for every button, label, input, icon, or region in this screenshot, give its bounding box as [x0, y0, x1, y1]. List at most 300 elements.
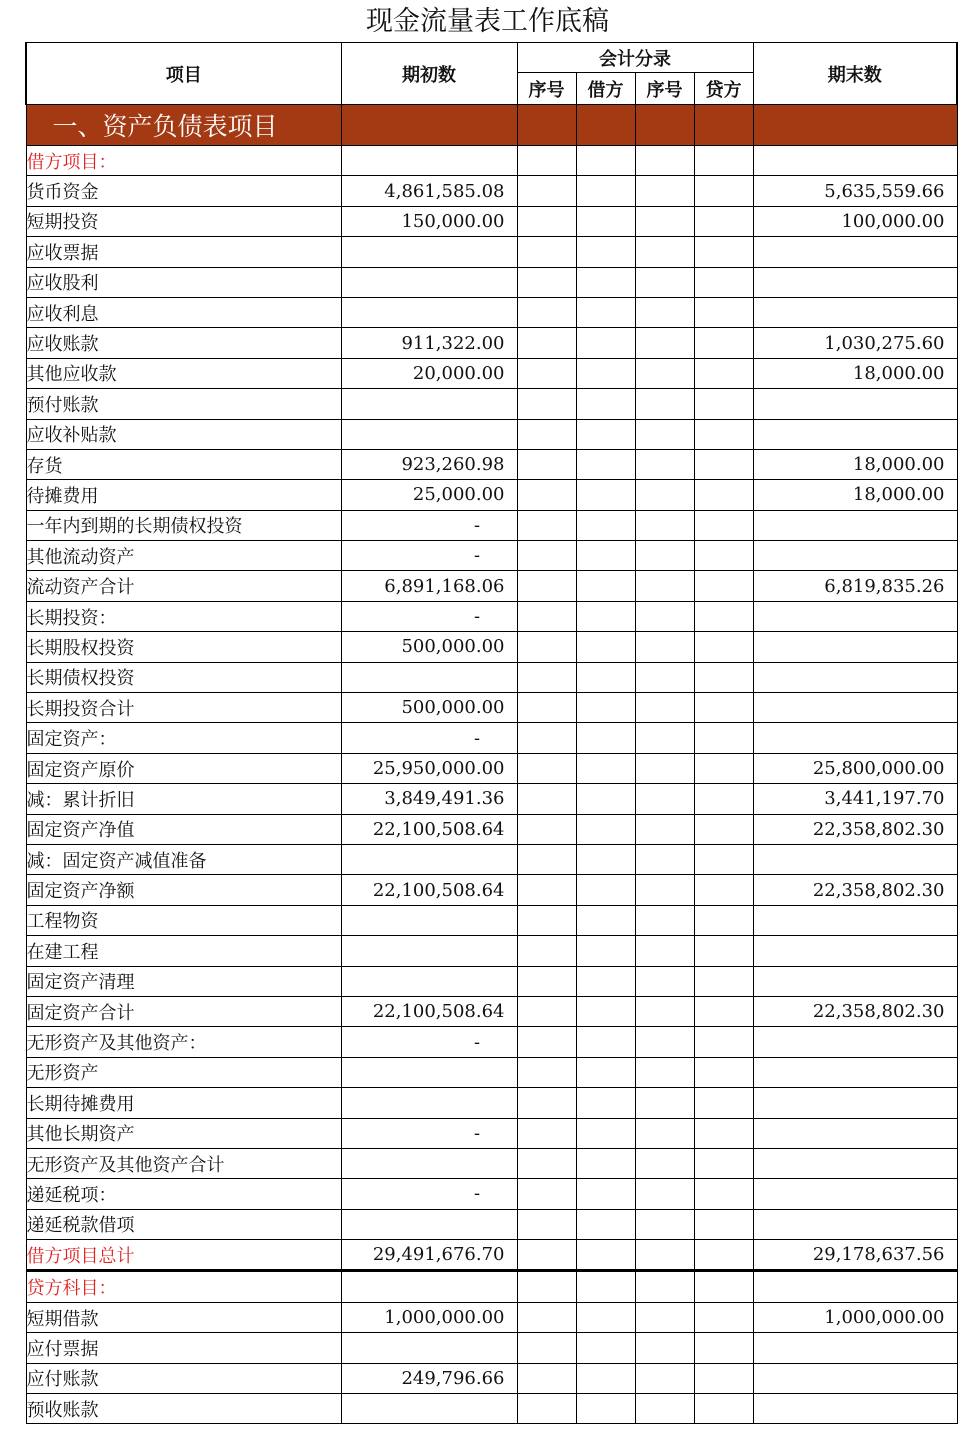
row-label[interactable]: 固定资产净值 [26, 814, 341, 844]
credit-cell[interactable] [694, 1302, 753, 1332]
row-label[interactable]: 预付账款 [26, 389, 341, 419]
credit-cell[interactable] [694, 723, 753, 753]
opening-value-cell[interactable] [341, 146, 517, 176]
opening-value-cell[interactable] [341, 419, 517, 449]
row-label[interactable]: 固定资产清理 [26, 966, 341, 996]
credit-cell[interactable] [694, 358, 753, 388]
row-label[interactable]: 一年内到期的长期债权投资 [26, 510, 341, 540]
closing-value-cell[interactable] [753, 601, 957, 631]
section-cell[interactable] [341, 105, 517, 146]
closing-value-cell[interactable] [753, 297, 957, 327]
row-label[interactable]: 货币资金 [26, 176, 341, 206]
credit-cell[interactable] [694, 206, 753, 236]
credit-cell[interactable] [694, 389, 753, 419]
opening-value-cell[interactable] [341, 966, 517, 996]
seq-debit-cell[interactable] [517, 632, 576, 662]
row-label[interactable]: 递延税项： [26, 1179, 341, 1209]
seq-credit-cell[interactable] [635, 267, 694, 297]
opening-value-cell[interactable] [341, 1271, 517, 1302]
closing-value-cell[interactable] [753, 1209, 957, 1239]
credit-cell[interactable] [694, 449, 753, 479]
row-label[interactable]: 其他长期资产 [26, 1118, 341, 1148]
seq-debit-cell[interactable] [517, 297, 576, 327]
closing-value-cell[interactable] [753, 1148, 957, 1178]
row-label[interactable]: 应付票据 [26, 1333, 341, 1363]
closing-value-cell[interactable] [753, 1057, 957, 1087]
debit-cell[interactable] [576, 905, 635, 935]
closing-value-cell[interactable] [753, 844, 957, 874]
seq-debit-cell[interactable] [517, 1088, 576, 1118]
closing-value-cell[interactable]: 6,819,835.26 [753, 571, 957, 601]
seq-credit-cell[interactable] [635, 1179, 694, 1209]
opening-value-cell[interactable] [341, 1057, 517, 1087]
row-label[interactable]: 其他流动资产 [26, 541, 341, 571]
seq-credit-cell[interactable] [635, 1333, 694, 1363]
header-debit[interactable]: 借方 [576, 73, 635, 105]
credit-cell[interactable] [694, 966, 753, 996]
row-label[interactable]: 固定资产： [26, 723, 341, 753]
closing-value-cell[interactable] [753, 723, 957, 753]
section-cell[interactable] [635, 105, 694, 146]
seq-credit-cell[interactable] [635, 510, 694, 540]
header-accounting-entries[interactable]: 会计分录 [517, 43, 753, 73]
row-label[interactable]: 无形资产及其他资产合计 [26, 1148, 341, 1178]
closing-value-cell[interactable] [753, 966, 957, 996]
header-seq-debit[interactable]: 序号 [517, 73, 576, 105]
credit-cell[interactable] [694, 419, 753, 449]
opening-value-cell[interactable] [341, 389, 517, 419]
closing-value-cell[interactable] [753, 905, 957, 935]
seq-debit-cell[interactable] [517, 1240, 576, 1271]
seq-debit-cell[interactable] [517, 693, 576, 723]
opening-value-cell[interactable] [341, 1209, 517, 1239]
row-label[interactable]: 其他应收款 [26, 358, 341, 388]
debit-cell[interactable] [576, 1209, 635, 1239]
opening-value-cell[interactable]: 25,000.00 [341, 480, 517, 510]
seq-debit-cell[interactable] [517, 1027, 576, 1057]
debit-cell[interactable] [576, 1394, 635, 1424]
debit-cell[interactable] [576, 267, 635, 297]
credit-cell[interactable] [694, 875, 753, 905]
debit-cell[interactable] [576, 419, 635, 449]
credit-cell[interactable] [694, 328, 753, 358]
row-label[interactable]: 借方项目： [26, 146, 341, 176]
debit-cell[interactable] [576, 844, 635, 874]
closing-value-cell[interactable] [753, 1088, 957, 1118]
opening-value-cell[interactable]: - [341, 723, 517, 753]
opening-value-cell[interactable]: - [341, 601, 517, 631]
seq-credit-cell[interactable] [635, 996, 694, 1026]
opening-value-cell[interactable] [341, 1088, 517, 1118]
row-label[interactable]: 固定资产原价 [26, 753, 341, 783]
credit-cell[interactable] [694, 1271, 753, 1302]
closing-value-cell[interactable] [753, 1394, 957, 1424]
credit-cell[interactable] [694, 1057, 753, 1087]
closing-value-cell[interactable]: 100,000.00 [753, 206, 957, 236]
credit-cell[interactable] [694, 297, 753, 327]
debit-cell[interactable] [576, 693, 635, 723]
seq-credit-cell[interactable] [635, 541, 694, 571]
seq-credit-cell[interactable] [635, 297, 694, 327]
seq-credit-cell[interactable] [635, 1240, 694, 1271]
seq-credit-cell[interactable] [635, 1118, 694, 1148]
header-item[interactable]: 项目 [26, 43, 341, 105]
debit-cell[interactable] [576, 601, 635, 631]
debit-cell[interactable] [576, 1271, 635, 1302]
seq-credit-cell[interactable] [635, 358, 694, 388]
seq-credit-cell[interactable] [635, 601, 694, 631]
closing-value-cell[interactable]: 1,000,000.00 [753, 1302, 957, 1332]
seq-debit-cell[interactable] [517, 601, 576, 631]
seq-debit-cell[interactable] [517, 328, 576, 358]
closing-value-cell[interactable] [753, 510, 957, 540]
row-label[interactable]: 长期股权投资 [26, 632, 341, 662]
closing-value-cell[interactable] [753, 1333, 957, 1363]
seq-debit-cell[interactable] [517, 389, 576, 419]
seq-credit-cell[interactable] [635, 632, 694, 662]
debit-cell[interactable] [576, 1057, 635, 1087]
seq-debit-cell[interactable] [517, 1209, 576, 1239]
row-label[interactable]: 递延税款借项 [26, 1209, 341, 1239]
credit-cell[interactable] [694, 693, 753, 723]
debit-cell[interactable] [576, 1179, 635, 1209]
credit-cell[interactable] [694, 571, 753, 601]
debit-cell[interactable] [576, 541, 635, 571]
seq-debit-cell[interactable] [517, 449, 576, 479]
section-cell[interactable] [694, 105, 753, 146]
seq-debit-cell[interactable] [517, 936, 576, 966]
credit-cell[interactable] [694, 510, 753, 540]
credit-cell[interactable] [694, 480, 753, 510]
seq-credit-cell[interactable] [635, 814, 694, 844]
credit-cell[interactable] [694, 905, 753, 935]
debit-cell[interactable] [576, 328, 635, 358]
seq-credit-cell[interactable] [635, 753, 694, 783]
debit-cell[interactable] [576, 1302, 635, 1332]
closing-value-cell[interactable]: 1,030,275.60 [753, 328, 957, 358]
row-label[interactable]: 待摊费用 [26, 480, 341, 510]
debit-cell[interactable] [576, 1240, 635, 1271]
section-cell[interactable] [517, 105, 576, 146]
opening-value-cell[interactable] [341, 297, 517, 327]
closing-value-cell[interactable] [753, 1179, 957, 1209]
seq-debit-cell[interactable] [517, 1394, 576, 1424]
header-credit[interactable]: 贷方 [694, 73, 753, 105]
opening-value-cell[interactable]: 29,491,676.70 [341, 1240, 517, 1271]
closing-value-cell[interactable]: 5,635,559.66 [753, 176, 957, 206]
row-label[interactable]: 减：固定资产减值准备 [26, 844, 341, 874]
closing-value-cell[interactable] [753, 1027, 957, 1057]
seq-credit-cell[interactable] [635, 1057, 694, 1087]
opening-value-cell[interactable]: 249,796.66 [341, 1363, 517, 1393]
opening-value-cell[interactable] [341, 905, 517, 935]
row-label[interactable]: 在建工程 [26, 936, 341, 966]
row-label[interactable]: 固定资产净额 [26, 875, 341, 905]
seq-credit-cell[interactable] [635, 693, 694, 723]
debit-cell[interactable] [576, 784, 635, 814]
header-seq-credit[interactable]: 序号 [635, 73, 694, 105]
seq-debit-cell[interactable] [517, 206, 576, 236]
closing-value-cell[interactable]: 22,358,802.30 [753, 814, 957, 844]
opening-value-cell[interactable]: 923,260.98 [341, 449, 517, 479]
credit-cell[interactable] [694, 1027, 753, 1057]
seq-debit-cell[interactable] [517, 358, 576, 388]
closing-value-cell[interactable] [753, 1363, 957, 1393]
credit-cell[interactable] [694, 541, 753, 571]
closing-value-cell[interactable] [753, 237, 957, 267]
closing-value-cell[interactable]: 18,000.00 [753, 480, 957, 510]
header-closing[interactable]: 期末数 [753, 43, 957, 105]
credit-cell[interactable] [694, 1118, 753, 1148]
closing-value-cell[interactable]: 22,358,802.30 [753, 875, 957, 905]
seq-debit-cell[interactable] [517, 480, 576, 510]
credit-cell[interactable] [694, 662, 753, 692]
opening-value-cell[interactable] [341, 662, 517, 692]
row-label[interactable]: 固定资产合计 [26, 996, 341, 1026]
debit-cell[interactable] [576, 1027, 635, 1057]
closing-value-cell[interactable] [753, 936, 957, 966]
debit-cell[interactable] [576, 449, 635, 479]
closing-value-cell[interactable] [753, 146, 957, 176]
opening-value-cell[interactable]: - [341, 1179, 517, 1209]
seq-credit-cell[interactable] [635, 662, 694, 692]
seq-debit-cell[interactable] [517, 996, 576, 1026]
seq-debit-cell[interactable] [517, 1118, 576, 1148]
seq-credit-cell[interactable] [635, 1394, 694, 1424]
credit-cell[interactable] [694, 1209, 753, 1239]
debit-cell[interactable] [576, 1363, 635, 1393]
credit-cell[interactable] [694, 632, 753, 662]
debit-cell[interactable] [576, 996, 635, 1026]
seq-credit-cell[interactable] [635, 1363, 694, 1393]
seq-credit-cell[interactable] [635, 875, 694, 905]
section-cell[interactable] [753, 105, 957, 146]
debit-cell[interactable] [576, 146, 635, 176]
seq-debit-cell[interactable] [517, 571, 576, 601]
row-label[interactable]: 无形资产及其他资产： [26, 1027, 341, 1057]
debit-cell[interactable] [576, 206, 635, 236]
row-label[interactable]: 短期投资 [26, 206, 341, 236]
row-label[interactable]: 短期借款 [26, 1302, 341, 1332]
seq-debit-cell[interactable] [517, 1302, 576, 1332]
opening-value-cell[interactable]: - [341, 1118, 517, 1148]
seq-credit-cell[interactable] [635, 571, 694, 601]
row-label[interactable]: 存货 [26, 449, 341, 479]
row-label[interactable]: 长期投资： [26, 601, 341, 631]
closing-value-cell[interactable] [753, 267, 957, 297]
seq-debit-cell[interactable] [517, 1179, 576, 1209]
seq-credit-cell[interactable] [635, 936, 694, 966]
credit-cell[interactable] [694, 814, 753, 844]
debit-cell[interactable] [576, 510, 635, 540]
debit-cell[interactable] [576, 237, 635, 267]
debit-cell[interactable] [576, 1088, 635, 1118]
opening-value-cell[interactable]: 22,100,508.64 [341, 996, 517, 1026]
opening-value-cell[interactable]: 1,000,000.00 [341, 1302, 517, 1332]
seq-debit-cell[interactable] [517, 966, 576, 996]
row-label[interactable]: 贷方科目： [26, 1271, 341, 1302]
credit-cell[interactable] [694, 146, 753, 176]
row-label[interactable]: 长期投资合计 [26, 693, 341, 723]
credit-cell[interactable] [694, 237, 753, 267]
seq-credit-cell[interactable] [635, 449, 694, 479]
credit-cell[interactable] [694, 176, 753, 206]
row-label[interactable]: 应收票据 [26, 237, 341, 267]
seq-credit-cell[interactable] [635, 1209, 694, 1239]
credit-cell[interactable] [694, 601, 753, 631]
credit-cell[interactable] [694, 1240, 753, 1271]
row-label[interactable]: 应收股利 [26, 267, 341, 297]
seq-credit-cell[interactable] [635, 844, 694, 874]
opening-value-cell[interactable]: 22,100,508.64 [341, 875, 517, 905]
opening-value-cell[interactable]: 4,861,585.08 [341, 176, 517, 206]
closing-value-cell[interactable] [753, 1271, 957, 1302]
closing-value-cell[interactable]: 18,000.00 [753, 449, 957, 479]
opening-value-cell[interactable] [341, 1148, 517, 1178]
row-label[interactable]: 预收账款 [26, 1394, 341, 1424]
seq-credit-cell[interactable] [635, 723, 694, 753]
debit-cell[interactable] [576, 1118, 635, 1148]
seq-credit-cell[interactable] [635, 389, 694, 419]
debit-cell[interactable] [576, 389, 635, 419]
debit-cell[interactable] [576, 723, 635, 753]
seq-debit-cell[interactable] [517, 1333, 576, 1363]
debit-cell[interactable] [576, 571, 635, 601]
opening-value-cell[interactable]: 3,849,491.36 [341, 784, 517, 814]
row-label[interactable]: 应付账款 [26, 1363, 341, 1393]
opening-value-cell[interactable]: 500,000.00 [341, 693, 517, 723]
credit-cell[interactable] [694, 1179, 753, 1209]
opening-value-cell[interactable]: - [341, 510, 517, 540]
seq-credit-cell[interactable] [635, 1148, 694, 1178]
credit-cell[interactable] [694, 1363, 753, 1393]
credit-cell[interactable] [694, 936, 753, 966]
seq-credit-cell[interactable] [635, 1088, 694, 1118]
seq-debit-cell[interactable] [517, 1148, 576, 1178]
row-label[interactable]: 应收利息 [26, 297, 341, 327]
row-label[interactable]: 应收补贴款 [26, 419, 341, 449]
seq-debit-cell[interactable] [517, 844, 576, 874]
closing-value-cell[interactable] [753, 541, 957, 571]
closing-value-cell[interactable] [753, 1118, 957, 1148]
seq-credit-cell[interactable] [635, 966, 694, 996]
seq-credit-cell[interactable] [635, 784, 694, 814]
opening-value-cell[interactable] [341, 1333, 517, 1363]
seq-debit-cell[interactable] [517, 1271, 576, 1302]
seq-credit-cell[interactable] [635, 1302, 694, 1332]
seq-debit-cell[interactable] [517, 510, 576, 540]
seq-debit-cell[interactable] [517, 419, 576, 449]
seq-credit-cell[interactable] [635, 206, 694, 236]
seq-debit-cell[interactable] [517, 814, 576, 844]
closing-value-cell[interactable] [753, 419, 957, 449]
seq-credit-cell[interactable] [635, 328, 694, 358]
debit-cell[interactable] [576, 875, 635, 905]
seq-debit-cell[interactable] [517, 541, 576, 571]
credit-cell[interactable] [694, 267, 753, 297]
opening-value-cell[interactable]: 22,100,508.64 [341, 814, 517, 844]
closing-value-cell[interactable] [753, 662, 957, 692]
debit-cell[interactable] [576, 358, 635, 388]
header-opening[interactable]: 期初数 [341, 43, 517, 105]
row-label[interactable]: 无形资产 [26, 1057, 341, 1087]
credit-cell[interactable] [694, 844, 753, 874]
seq-debit-cell[interactable] [517, 905, 576, 935]
row-label[interactable]: 流动资产合计 [26, 571, 341, 601]
debit-cell[interactable] [576, 753, 635, 783]
seq-debit-cell[interactable] [517, 753, 576, 783]
seq-credit-cell[interactable] [635, 1027, 694, 1057]
opening-value-cell[interactable]: 500,000.00 [341, 632, 517, 662]
row-label[interactable]: 长期待摊费用 [26, 1088, 341, 1118]
closing-value-cell[interactable]: 18,000.00 [753, 358, 957, 388]
seq-debit-cell[interactable] [517, 146, 576, 176]
seq-debit-cell[interactable] [517, 1363, 576, 1393]
row-label[interactable]: 减：累计折旧 [26, 784, 341, 814]
opening-value-cell[interactable] [341, 844, 517, 874]
seq-credit-cell[interactable] [635, 419, 694, 449]
section-cell[interactable] [576, 105, 635, 146]
seq-debit-cell[interactable] [517, 662, 576, 692]
row-label[interactable]: 工程物资 [26, 905, 341, 935]
debit-cell[interactable] [576, 662, 635, 692]
credit-cell[interactable] [694, 753, 753, 783]
seq-debit-cell[interactable] [517, 784, 576, 814]
seq-debit-cell[interactable] [517, 267, 576, 297]
opening-value-cell[interactable]: 6,891,168.06 [341, 571, 517, 601]
closing-value-cell[interactable]: 22,358,802.30 [753, 996, 957, 1026]
debit-cell[interactable] [576, 632, 635, 662]
debit-cell[interactable] [576, 966, 635, 996]
seq-credit-cell[interactable] [635, 146, 694, 176]
seq-credit-cell[interactable] [635, 237, 694, 267]
opening-value-cell[interactable]: - [341, 541, 517, 571]
seq-credit-cell[interactable] [635, 176, 694, 206]
debit-cell[interactable] [576, 1333, 635, 1363]
row-label[interactable]: 借方项目总计 [26, 1240, 341, 1271]
opening-value-cell[interactable]: 25,950,000.00 [341, 753, 517, 783]
seq-debit-cell[interactable] [517, 176, 576, 206]
seq-credit-cell[interactable] [635, 905, 694, 935]
credit-cell[interactable] [694, 1088, 753, 1118]
seq-debit-cell[interactable] [517, 875, 576, 905]
seq-debit-cell[interactable] [517, 723, 576, 753]
opening-value-cell[interactable]: 20,000.00 [341, 358, 517, 388]
debit-cell[interactable] [576, 480, 635, 510]
credit-cell[interactable] [694, 1148, 753, 1178]
closing-value-cell[interactable] [753, 389, 957, 419]
section-title[interactable]: 一、资产负债表项目 [26, 105, 341, 146]
debit-cell[interactable] [576, 814, 635, 844]
closing-value-cell[interactable] [753, 632, 957, 662]
opening-value-cell[interactable]: 150,000.00 [341, 206, 517, 236]
closing-value-cell[interactable] [753, 693, 957, 723]
opening-value-cell[interactable] [341, 936, 517, 966]
credit-cell[interactable] [694, 996, 753, 1026]
opening-value-cell[interactable] [341, 1394, 517, 1424]
opening-value-cell[interactable]: 911,322.00 [341, 328, 517, 358]
opening-value-cell[interactable]: - [341, 1027, 517, 1057]
opening-value-cell[interactable] [341, 237, 517, 267]
seq-credit-cell[interactable] [635, 1271, 694, 1302]
row-label[interactable]: 长期债权投资 [26, 662, 341, 692]
credit-cell[interactable] [694, 1394, 753, 1424]
opening-value-cell[interactable] [341, 267, 517, 297]
credit-cell[interactable] [694, 1333, 753, 1363]
credit-cell[interactable] [694, 784, 753, 814]
debit-cell[interactable] [576, 1148, 635, 1178]
closing-value-cell[interactable]: 3,441,197.70 [753, 784, 957, 814]
